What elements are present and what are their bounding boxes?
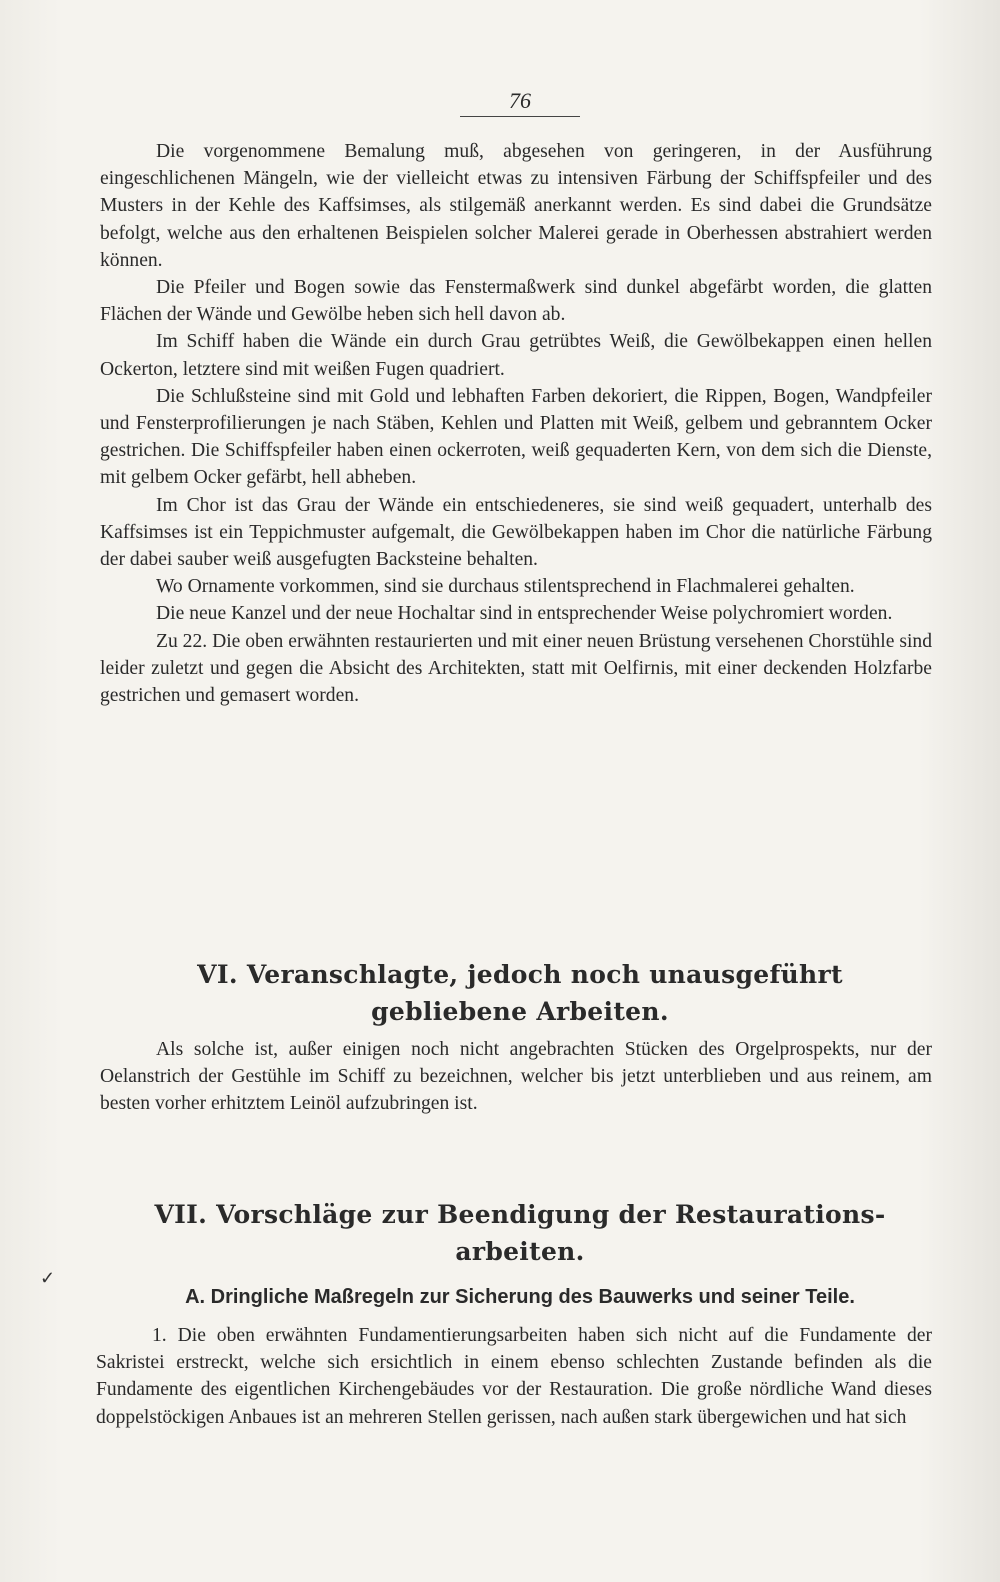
intro-text <box>100 138 932 709</box>
section-heading-line: gebliebene Arbeiten. <box>371 997 669 1026</box>
section-6-text <box>100 1036 932 1118</box>
paragraph: Die vorgenommene Bemalung muß, abgesehen von geringeren, in der Ausführung eingeschlichenen Mängeln, wie der vielleicht etwas zu intensiven Färbung der Schiffspfeiler und des Musters in der Kehle des Kaffsimses, als stilgemäß anerkannt werden. Es sind dabei die Grundsätze befolgt, welche aus den erhaltenen Beispielen solcher Malerei gerade in Oberhessen abstrahiert werden können. <box>100 141 932 271</box>
paragraph: Als solche ist, außer einigen noch nicht angebrachten Stücken des Orgelprospekts, nur der Oelanstrich der Gestühle im Schiff zu bezeichnen, welcher bis jetzt unterblieben und aus reinem, am besten vorher erhitztem Leinöl aufzubringen ist. <box>100 1039 932 1115</box>
paragraph: Wo Ornamente vorkommen, sind sie durchaus stilentsprechend in Flachmalerei gehalten. <box>156 576 855 598</box>
section-6-heading <box>110 956 930 1030</box>
margin-tick-mark: ✓ <box>40 1268 56 1289</box>
section-7-text <box>96 1322 932 1431</box>
paragraph: Zu 22. Die oben erwähnten restaurierten und mit einer neuen Brüstung versehenen Chorstühle sind leider zuletzt und gegen die Absicht des Architekten, statt mit Oelfirnis, mit einer deckenden Holzfarbe gestrichen und gemasert worden. <box>100 630 932 707</box>
section-7a-subheading <box>110 1284 930 1310</box>
subheading: A. Dringliche Maßregeln zur Sicherung des Bauwerks und seiner Teile. <box>185 1286 855 1308</box>
paragraph: Im Schiff haben die Wände ein durch Grau getrübtes Weiß, die Gewölbekappen einen hellen Ockerton, letztere sind mit weißen Fugen quadriert. <box>100 331 932 380</box>
paragraph: Die Pfeiler und Bogen sowie das Fenstermaßwerk sind dunkel abgefärbt worden, die glatten Flächen der Wände und Gewölbe heben sich hell davon ab. <box>100 277 932 326</box>
paragraph: 1. Die oben erwähnten Fundamentierungsarbeiten haben sich nicht auf die Fundamente der Sakristei erstreckt, welche sich ersichtlich in einem ebenso schlechten Zustande befinden als die Fundamente des eigentlichen Kirchengebäudes vor der Restauration. Die große nördliche Wand dieses doppelstöckigen Anbaues ist an mehreren Stellen gerissen, nach außen stark übergewichen und hat sich <box>96 1325 932 1428</box>
section-heading-line: VII. Vorschläge zur Beendigung der Restaurations- <box>154 1200 886 1229</box>
paragraph: Die neue Kanzel und der neue Hochaltar sind in entsprechender Weise polychromiert worden. <box>156 603 893 625</box>
section-7-heading <box>110 1196 930 1270</box>
paragraph: Die Schlußsteine sind mit Gold und lebhaften Farben dekoriert, die Rippen, Bogen, Wandpfeiler und Fensterprofilierungen je nach Stäben, Kehlen und Platten mit Weiß, gelbem und gebranntem Ocker gestrichen. Die Schiffspfeiler haben einen ockerroten, weiß gequaderten Kern, von dem sich die Dienste, mit gelbem Ocker gefärbt, hell abheben. <box>100 385 932 489</box>
paragraph: Im Chor ist das Grau der Wände ein entschiedeneres, sie sind weiß gequadert, unterhalb des Kaffsimses ist ein Teppichmuster aufgemalt, die Gewölbekappen haben im Chor die natürliche Färbung der dabei sauber weiß ausgefugten Backsteine behalten. <box>100 494 932 571</box>
page-number: 76 <box>460 88 580 117</box>
section-heading-line: VI. Veranschlagte, jedoch noch unausgeführt <box>197 960 843 989</box>
section-heading-line: arbeiten. <box>455 1237 585 1266</box>
